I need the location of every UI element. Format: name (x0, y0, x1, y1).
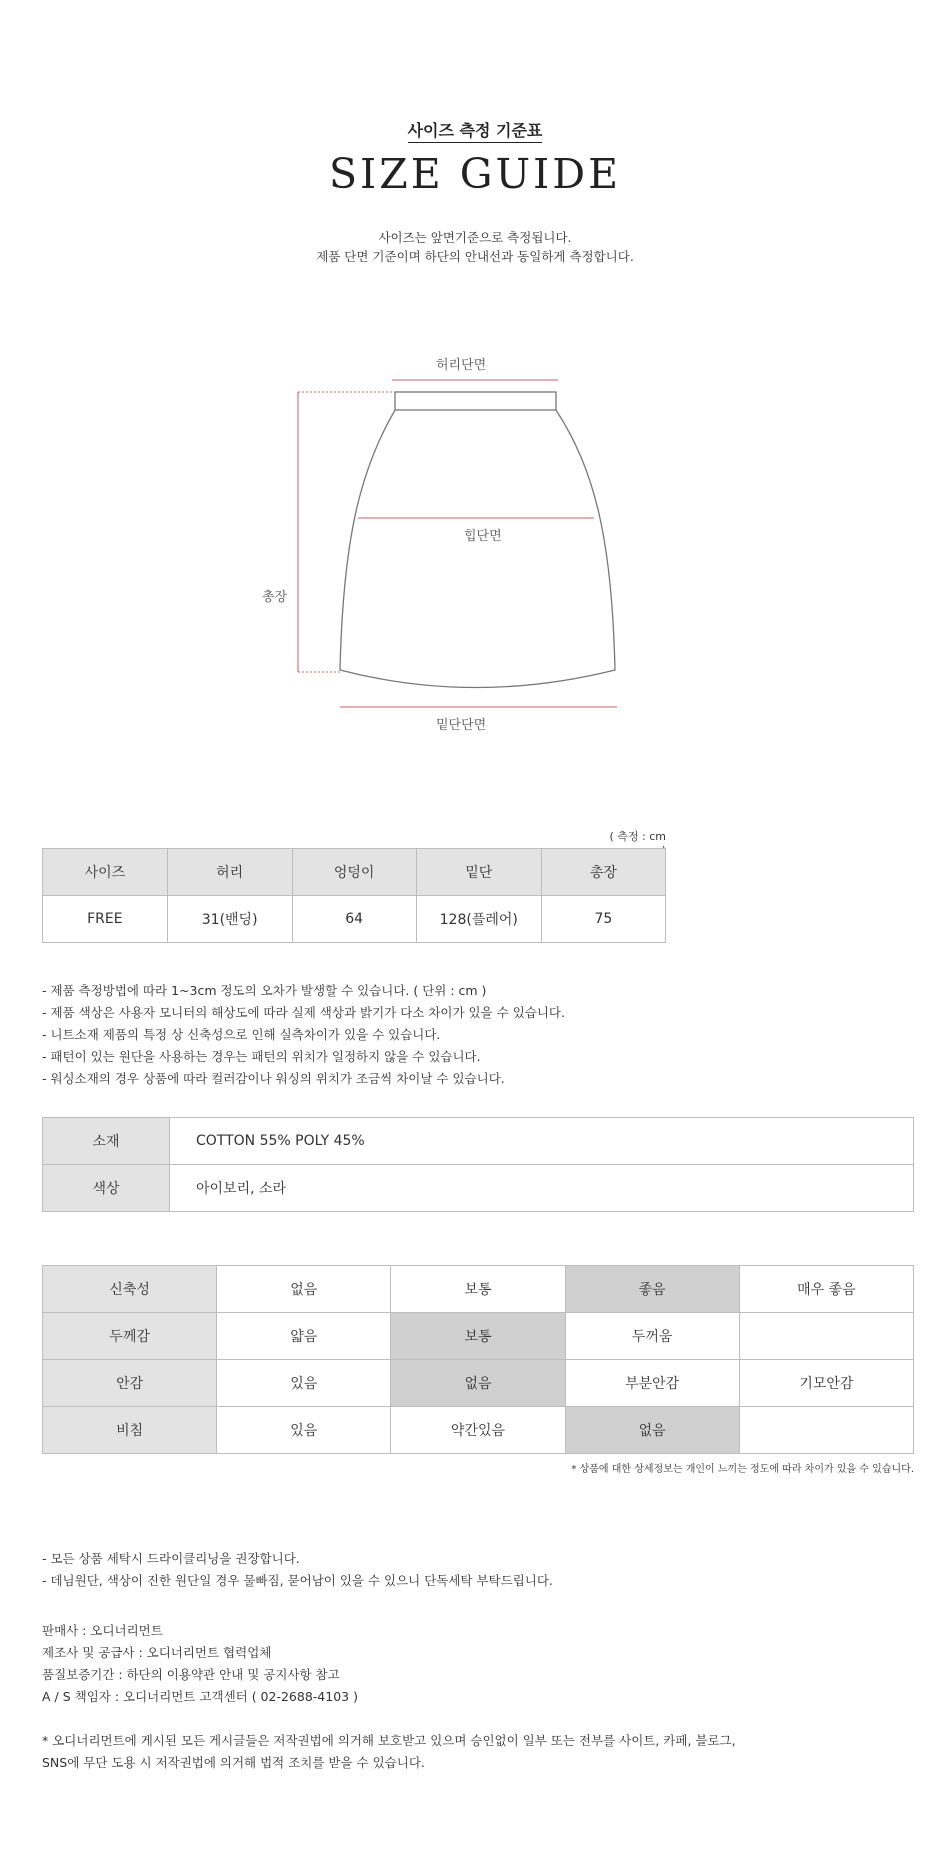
page-title-english: SIZE GUIDE (328, 150, 622, 198)
size-value: FREE (43, 896, 168, 943)
care-notes (42, 1548, 553, 1592)
attribute-disclaimer: * 상품에 대한 상세정보는 개인이 느끼는 정도에 따라 차이가 있을 수 있습니다. (571, 1464, 914, 1475)
note-item: - 제품 측정방법에 따라 1~3cm 정도의 오차가 발생할 수 있습니다. ( 단위 : cm ) (42, 983, 487, 998)
material-label: 소재 (43, 1118, 170, 1165)
size-header-waist: 허리 (167, 849, 292, 896)
page-title-korean (0, 118, 950, 141)
lining-option-selected: 없음 (391, 1360, 565, 1407)
material-row (43, 1118, 914, 1165)
waist-value: 31(밴딩) (167, 896, 292, 943)
hem-label: 밑단단면 (436, 718, 487, 733)
care-item: - 모든 상품 세탁시 드라이클리닝을 권장합니다. (42, 1551, 300, 1566)
size-table-row (43, 896, 666, 943)
intro-line-2: 제품 단면 기준이며 하단의 안내선과 동일하게 측정합니다. (316, 249, 634, 264)
seller-line: 품질보증기간 : 하단의 이용약관 안내 및 공지사항 참고 (42, 1667, 340, 1682)
sheerness-option: 약간있음 (391, 1407, 565, 1454)
note-item: - 패턴이 있는 원단을 사용하는 경우는 패턴의 위치가 일정하지 않을 수 있습니다. (42, 1049, 481, 1064)
sheerness-row (43, 1407, 914, 1454)
size-header-size: 사이즈 (43, 849, 168, 896)
stretch-option: 매우 좋음 (739, 1266, 913, 1313)
sheerness-option-empty (739, 1407, 913, 1454)
seller-line: 판매사 : 오디너리먼트 (42, 1623, 163, 1638)
size-table (42, 848, 666, 943)
stretch-option: 보통 (391, 1266, 565, 1313)
note-item: - 워싱소재의 경우 상품에 따라 컬러감이나 워싱의 위치가 조금씩 차이날 수 있습니다. (42, 1071, 505, 1086)
length-label: 총장 (262, 590, 288, 605)
hem-value: 128(플레어) (416, 896, 541, 943)
size-header-hem: 밑단 (416, 849, 541, 896)
note-item: - 니트소재 제품의 특정 상 신축성으로 인해 실측차이가 있을 수 있습니다. (42, 1027, 441, 1042)
measurement-notes (42, 980, 565, 1090)
page-title-korean-text: 사이즈 측정 기준표 (408, 121, 543, 143)
thickness-row (43, 1313, 914, 1360)
stretch-label: 신축성 (43, 1266, 217, 1313)
size-table-header-row (43, 849, 666, 896)
stretch-option: 없음 (217, 1266, 391, 1313)
thickness-option-selected: 보통 (391, 1313, 565, 1360)
thickness-option: 얇음 (217, 1313, 391, 1360)
seller-line: A / S 책임자 : 오디너리먼트 고객센터 ( 02-2688-4103 ) (42, 1689, 358, 1704)
lining-label: 안감 (43, 1360, 217, 1407)
sheerness-option-selected: 없음 (565, 1407, 739, 1454)
skirt-illustration (240, 340, 660, 740)
thickness-option: 두꺼움 (565, 1313, 739, 1360)
seller-info (42, 1620, 358, 1708)
measurement-unit: ( 측정 : cm (609, 830, 666, 843)
copyright-line: SNS에 무단 도용 시 저작권법에 의거해 법적 조치를 받을 수 있습니다. (42, 1755, 425, 1770)
lining-row (43, 1360, 914, 1407)
material-table (42, 1117, 914, 1212)
lining-option: 기모안감 (739, 1360, 913, 1407)
thickness-option-empty (739, 1313, 913, 1360)
lining-option: 부분안감 (565, 1360, 739, 1407)
skirt-measurement-diagram (240, 340, 660, 740)
waistband-shape (395, 392, 556, 410)
color-value: 아이보리, 소라 (170, 1165, 914, 1212)
waist-label: 허리단면 (436, 358, 487, 373)
stretch-row (43, 1266, 914, 1313)
material-value: COTTON 55% POLY 45% (170, 1118, 914, 1165)
intro-line-1: 사이즈는 앞면기준으로 측정됩니다. (378, 230, 572, 245)
length-value: 75 (541, 896, 665, 943)
lining-option: 있음 (217, 1360, 391, 1407)
copyright-line: * 오디너리먼트에 게시된 모든 게시글들은 저작권법에 의거해 보호받고 있으며 승인없이 일부 또는 전부를 사이트, 카페, 블로그, (42, 1733, 736, 1748)
fabric-attributes-table (42, 1265, 914, 1454)
seller-line: 제조사 및 공급사 : 오디너리먼트 협력업체 (42, 1645, 272, 1660)
copyright-notice (42, 1730, 736, 1774)
sheerness-option: 있음 (217, 1407, 391, 1454)
size-header-hip: 엉덩이 (292, 849, 416, 896)
color-label: 색상 (43, 1165, 170, 1212)
skirt-body-shape (340, 410, 615, 688)
hip-label: 힙단면 (464, 529, 502, 544)
size-header-length: 총장 (541, 849, 665, 896)
sheerness-label: 비침 (43, 1407, 217, 1454)
note-item: - 제품 색상은 사용자 모니터의 해상도에 따라 실제 색상과 밝기가 다소 차이가 있을 수 있습니다. (42, 1005, 565, 1020)
stretch-option-selected: 좋음 (565, 1266, 739, 1313)
hip-value: 64 (292, 896, 416, 943)
color-row (43, 1165, 914, 1212)
thickness-label: 두께감 (43, 1313, 217, 1360)
care-item: - 데님원단, 색상이 진한 원단일 경우 물빠짐, 묻어남이 있을 수 있으니 단독세탁 부탁드립니다. (42, 1573, 553, 1588)
